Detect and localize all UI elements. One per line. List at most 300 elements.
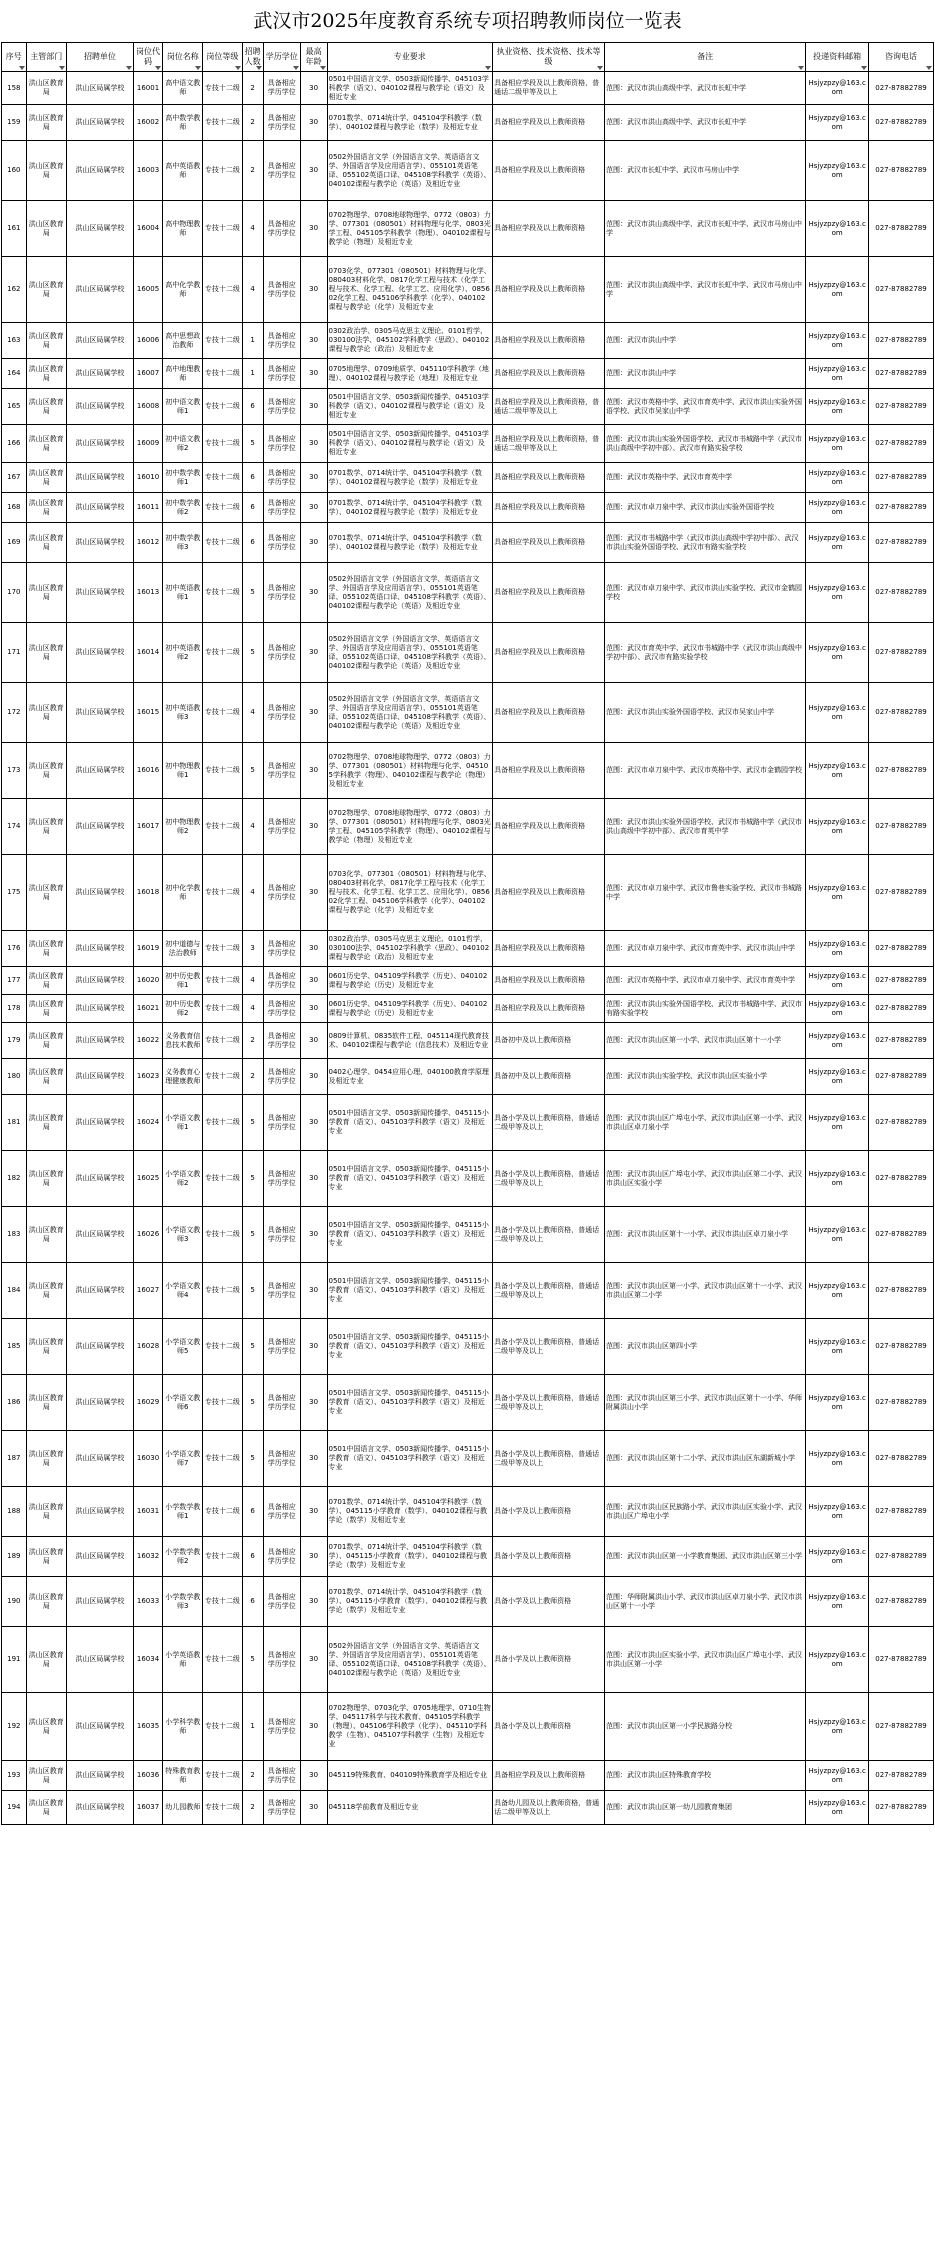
column-header-5[interactable] — [163, 43, 203, 72]
cell-tel: 027-87882789 — [869, 1431, 934, 1487]
cell-email: Hsjyzpzy@163.com — [806, 523, 869, 563]
cell-unit: 洪山区局属学校 — [66, 995, 133, 1023]
cell-tel: 027-87882789 — [869, 1627, 934, 1693]
cell-email: Hsjyzpzy@163.com — [806, 1319, 869, 1375]
cell-note: 范围：武汉市卓刀泉中学、武汉市育英中学、武汉市洪山中学 — [604, 931, 805, 967]
cell-unit: 洪山区局属学校 — [66, 201, 133, 257]
cell-no: 162 — [2, 257, 27, 323]
cell-major: 0501中国语言文学、0503新闻传播学、045103学科教学（语文）、040102课程与教学论（语文）及相近专业 — [327, 389, 493, 425]
cell-degree: 具备相应学历学位 — [263, 1023, 300, 1059]
cell-age: 30 — [300, 359, 327, 389]
cell-major: 045119特殊教育、040109特殊教育学及相近专业 — [327, 1761, 493, 1791]
cell-no: 192 — [2, 1693, 27, 1761]
cell-major: 0702物理学、0708地球物理学、0772（0803）力学、077301（080501）材料物理与化学、045105学科教学（物理）、040102课程与教学论（物理）及相近专业 — [327, 743, 493, 799]
cell-email: Hsjyzpzy@163.com — [806, 931, 869, 967]
cell-num: 5 — [242, 563, 263, 623]
cell-tel: 027-87882789 — [869, 359, 934, 389]
cell-num: 4 — [242, 995, 263, 1023]
cell-level: 专技十二级 — [203, 743, 242, 799]
cell-num: 6 — [242, 493, 263, 523]
cell-unit: 洪山区局属学校 — [66, 1791, 133, 1825]
table-row — [2, 623, 934, 683]
cell-level: 专技十二级 — [203, 1487, 242, 1537]
cell-name: 小学数学教师2 — [163, 1537, 203, 1577]
filter-dropdown-icon[interactable] — [256, 66, 262, 70]
cell-level: 专技十二级 — [203, 1577, 242, 1627]
cell-code: 16030 — [134, 1431, 163, 1487]
cell-name: 初中英语教师2 — [163, 623, 203, 683]
cell-degree: 具备相应学历学位 — [263, 1577, 300, 1627]
table-row — [2, 995, 934, 1023]
cell-email: Hsjyzpzy@163.com — [806, 995, 869, 1023]
cell-dept: 洪山区教育局 — [26, 201, 66, 257]
table-row — [2, 743, 934, 799]
cell-num: 1 — [242, 323, 263, 359]
cell-age: 30 — [300, 1059, 327, 1095]
cell-no: 161 — [2, 201, 27, 257]
cell-degree: 具备相应学历学位 — [263, 141, 300, 201]
cell-email: Hsjyzpzy@163.com — [806, 1023, 869, 1059]
column-header-3[interactable] — [66, 43, 133, 72]
table-row — [2, 105, 934, 141]
cell-level: 专技十二级 — [203, 257, 242, 323]
cell-level: 专技十二级 — [203, 931, 242, 967]
table-row — [2, 1095, 934, 1151]
cell-no: 165 — [2, 389, 27, 425]
cell-qual: 具备小学及以上教师资格 — [493, 1487, 605, 1537]
cell-major: 0502外国语言文学（外国语言文学、英语语言文学、外国语言学及应用语言学）、055101英语笔译、055102英语口译、045108学科教学（英语）、040102课程与教学论（英语）及相近专业 — [327, 141, 493, 201]
cell-unit: 洪山区局属学校 — [66, 105, 133, 141]
cell-age: 30 — [300, 323, 327, 359]
cell-dept: 洪山区教育局 — [26, 1319, 66, 1375]
cell-name: 高中地理教师 — [163, 359, 203, 389]
cell-note: 范围：武汉市洪山区特殊教育学校 — [604, 1761, 805, 1791]
cell-tel: 027-87882789 — [869, 563, 934, 623]
table-row — [2, 463, 934, 493]
filter-dropdown-icon[interactable] — [59, 66, 65, 70]
cell-num: 6 — [242, 1537, 263, 1577]
cell-age: 30 — [300, 105, 327, 141]
cell-num: 5 — [242, 1627, 263, 1693]
cell-unit: 洪山区局属学校 — [66, 1431, 133, 1487]
cell-tel: 027-87882789 — [869, 1761, 934, 1791]
cell-num: 4 — [242, 201, 263, 257]
cell-qual: 具备相应学段及以上教师资格 — [493, 257, 605, 323]
table-row — [2, 141, 934, 201]
cell-degree: 具备相应学历学位 — [263, 1791, 300, 1825]
cell-major: 0501中国语言文学、0503新闻传播学、045115小学教育（语文）、045103学科教学（语文）及相近专业 — [327, 1095, 493, 1151]
cell-no: 179 — [2, 1023, 27, 1059]
cell-dept: 洪山区教育局 — [26, 1487, 66, 1537]
cell-age: 30 — [300, 1431, 327, 1487]
cell-unit: 洪山区局属学校 — [66, 1761, 133, 1791]
cell-no: 189 — [2, 1537, 27, 1577]
column-header-13[interactable] — [806, 43, 869, 72]
table-row — [2, 257, 934, 323]
cell-qual: 具备小学及以上教师资格，普通话二级甲等及以上 — [493, 1207, 605, 1263]
cell-unit: 洪山区局属学校 — [66, 323, 133, 359]
cell-note: 范围：武汉市洪山区第一小学、武汉市洪山区第十一小学 — [604, 1023, 805, 1059]
cell-code: 16037 — [134, 1791, 163, 1825]
cell-dept: 洪山区教育局 — [26, 359, 66, 389]
cell-age: 30 — [300, 523, 327, 563]
cell-num: 2 — [242, 141, 263, 201]
cell-no: 185 — [2, 1319, 27, 1375]
cell-dept: 洪山区教育局 — [26, 493, 66, 523]
cell-level: 专技十二级 — [203, 1693, 242, 1761]
cell-major: 0501中国语言文学、0503新闻传播学、045115小学教育（语文）、045103学科教学（语文）及相近专业 — [327, 1375, 493, 1431]
cell-unit: 洪山区局属学校 — [66, 1375, 133, 1431]
cell-note: 范围：武汉市卓刀泉中学、武汉市鲁巷实验学校、武汉市书城路中学 — [604, 855, 805, 931]
cell-age: 30 — [300, 799, 327, 855]
cell-qual: 具备幼儿园及以上教师资格，普通话二级甲等及以上 — [493, 1791, 605, 1825]
cell-age: 30 — [300, 931, 327, 967]
cell-major: 0702物理学、0703化学、0705地理学、0710生物学、045117科学与技术教育、045105学科教学（物理）、045106学科教学（化学）、045110学科教学（生物）、045107学科教学（生物）及相近专业 — [327, 1693, 493, 1761]
cell-email: Hsjyzpzy@163.com — [806, 1431, 869, 1487]
cell-note: 范围：武汉市洪山中学 — [604, 359, 805, 389]
cell-code: 16006 — [134, 323, 163, 359]
cell-degree: 具备相应学历学位 — [263, 493, 300, 523]
cell-age: 30 — [300, 1627, 327, 1693]
cell-code: 16004 — [134, 201, 163, 257]
cell-email: Hsjyzpzy@163.com — [806, 683, 869, 743]
cell-num: 6 — [242, 463, 263, 493]
cell-level: 专技十二级 — [203, 1761, 242, 1791]
cell-qual: 具备小学及以上教师资格，普通话二级甲等及以上 — [493, 1319, 605, 1375]
cell-qual: 具备相应学段及以上教师资格 — [493, 493, 605, 523]
cell-dept: 洪山区教育局 — [26, 257, 66, 323]
cell-num: 4 — [242, 683, 263, 743]
cell-dept: 洪山区教育局 — [26, 995, 66, 1023]
cell-major: 0705地理学、0709地质学、045110学科教学（地理）、040102课程与教学论（地理）及相近专业 — [327, 359, 493, 389]
column-header-8[interactable] — [263, 43, 300, 72]
column-header-4[interactable] — [134, 43, 163, 72]
cell-code: 16019 — [134, 931, 163, 967]
cell-qual: 具备小学及以上教师资格 — [493, 1577, 605, 1627]
cell-level: 专技十二级 — [203, 463, 242, 493]
cell-qual: 具备相应学段及以上教师资格 — [493, 855, 605, 931]
cell-note: 范围：武汉市育英中学、武汉市书城路中学（武汉市洪山高级中学初中部）、武汉市有路实验学校 — [604, 623, 805, 683]
cell-dept: 洪山区教育局 — [26, 967, 66, 995]
cell-num: 4 — [242, 799, 263, 855]
cell-level: 专技十二级 — [203, 425, 242, 463]
filter-dropdown-icon[interactable] — [235, 66, 241, 70]
cell-degree: 具备相应学历学位 — [263, 799, 300, 855]
cell-major: 0302政治学、0305马克思主义理论、0101哲学、030100法学、045102学科教学（思政）、040102课程与教学论（政治）及相近专业 — [327, 323, 493, 359]
cell-email: Hsjyzpzy@163.com — [806, 201, 869, 257]
cell-email: Hsjyzpzy@163.com — [806, 105, 869, 141]
cell-no: 168 — [2, 493, 27, 523]
cell-unit: 洪山区局属学校 — [66, 623, 133, 683]
cell-name: 初中物理教师2 — [163, 799, 203, 855]
cell-name: 小学语文教师5 — [163, 1319, 203, 1375]
cell-tel: 027-87882789 — [869, 1375, 934, 1431]
table-row — [2, 1791, 934, 1825]
cell-name: 初中历史教师2 — [163, 995, 203, 1023]
table-row — [2, 1693, 934, 1761]
cell-email: Hsjyzpzy@163.com — [806, 463, 869, 493]
cell-degree: 具备相应学历学位 — [263, 523, 300, 563]
column-header-9[interactable] — [300, 43, 327, 72]
cell-age: 30 — [300, 1319, 327, 1375]
cell-level: 专技十二级 — [203, 1023, 242, 1059]
cell-num: 5 — [242, 1207, 263, 1263]
column-header-label: 主管部门 — [30, 52, 63, 61]
cell-degree: 具备相应学历学位 — [263, 855, 300, 931]
cell-qual: 具备相应学段及以上教师资格，普通话二级甲等及以上 — [493, 72, 605, 105]
cell-qual: 具备小学及以上教师资格，普通话二级甲等及以上 — [493, 1263, 605, 1319]
cell-name: 初中语文教师1 — [163, 389, 203, 425]
cell-age: 30 — [300, 1577, 327, 1627]
job-table — [1, 42, 934, 1825]
cell-major: 0502外国语言文学（外国语言文学、英语语言文学、外国语言学及应用语言学）、055101英语笔译、055102英语口译、045108学科教学（英语）、040102课程与教学论（英语）及相近专业 — [327, 1627, 493, 1693]
cell-email: Hsjyzpzy@163.com — [806, 1487, 869, 1537]
cell-note: 范围：武汉市卓刀泉中学、武汉市洪山实验外国语学校 — [604, 493, 805, 523]
column-header-label: 最高年龄 — [305, 47, 322, 66]
cell-tel: 027-87882789 — [869, 1537, 934, 1577]
cell-code: 16007 — [134, 359, 163, 389]
cell-dept: 洪山区教育局 — [26, 523, 66, 563]
cell-email: Hsjyzpzy@163.com — [806, 425, 869, 463]
cell-note: 范围：武汉市洪山区实验小学、武汉市洪山区广埠屯小学、武汉市洪山区第一小学 — [604, 1627, 805, 1693]
cell-note: 范围：武汉市洪山区第一幼儿园教育集团 — [604, 1791, 805, 1825]
cell-name: 初中语文教师2 — [163, 425, 203, 463]
cell-age: 30 — [300, 201, 327, 257]
cell-num: 5 — [242, 1151, 263, 1207]
cell-major: 0501中国语言文学、0503新闻传播学、045103学科教学（语文）、040102课程与教学论（语文）及相近专业 — [327, 72, 493, 105]
cell-unit: 洪山区局属学校 — [66, 683, 133, 743]
filter-dropdown-icon[interactable] — [19, 66, 25, 70]
filter-dropdown-icon[interactable] — [597, 66, 603, 70]
column-header-label: 招聘人数 — [244, 47, 261, 66]
cell-major: 0701数学、0714统计学、045104学科教学（数学）、040102课程与教学论（数学）及相近专业 — [327, 493, 493, 523]
cell-name: 初中英语教师1 — [163, 563, 203, 623]
cell-code: 16010 — [134, 463, 163, 493]
cell-note: 范围：武汉市洪山实验外国语学校、武汉市书城路中学（武汉市洪山高级中学初中部）、武汉市有路实验学校 — [604, 425, 805, 463]
cell-unit: 洪山区局属学校 — [66, 523, 133, 563]
cell-degree: 具备相应学历学位 — [263, 323, 300, 359]
cell-major: 0701数学、0714统计学、045104学科教学（数学）、040102课程与教学论（数学）及相近专业 — [327, 463, 493, 493]
cell-num: 5 — [242, 1263, 263, 1319]
cell-dept: 洪山区教育局 — [26, 141, 66, 201]
cell-major: 0601历史学、045109学科教学（历史）、040102课程与教学论（历史）及相近专业 — [327, 967, 493, 995]
cell-dept: 洪山区教育局 — [26, 72, 66, 105]
cell-tel: 027-87882789 — [869, 493, 934, 523]
cell-qual: 具备相应学段及以上教师资格 — [493, 323, 605, 359]
filter-dropdown-icon[interactable] — [320, 66, 326, 70]
cell-qual: 具备小学及以上教师资格 — [493, 1693, 605, 1761]
cell-num: 6 — [242, 523, 263, 563]
table-row — [2, 201, 934, 257]
cell-qual: 具备相应学段及以上教师资格 — [493, 623, 605, 683]
cell-code: 16034 — [134, 1627, 163, 1693]
cell-level: 专技十二级 — [203, 141, 242, 201]
cell-level: 专技十二级 — [203, 1059, 242, 1095]
cell-degree: 具备相应学历学位 — [263, 967, 300, 995]
table-row — [2, 1375, 934, 1431]
cell-unit: 洪山区局属学校 — [66, 141, 133, 201]
table-row — [2, 523, 934, 563]
filter-dropdown-icon[interactable] — [126, 66, 132, 70]
cell-code: 16015 — [134, 683, 163, 743]
cell-qual: 具备相应学段及以上教师资格 — [493, 141, 605, 201]
cell-tel: 027-87882789 — [869, 855, 934, 931]
cell-age: 30 — [300, 257, 327, 323]
cell-qual: 具备相应学段及以上教师资格 — [493, 967, 605, 995]
cell-num: 4 — [242, 855, 263, 931]
cell-tel: 027-87882789 — [869, 1059, 934, 1095]
cell-no: 174 — [2, 799, 27, 855]
cell-no: 181 — [2, 1095, 27, 1151]
table-row — [2, 967, 934, 995]
header-row — [2, 43, 934, 72]
cell-level: 专技十二级 — [203, 563, 242, 623]
cell-level: 专技十二级 — [203, 623, 242, 683]
cell-major: 0701数学、0714统计学、045104学科教学（数学）、045115小学教育（数学）、040102课程与教学论（数学）及相近专业 — [327, 1577, 493, 1627]
cell-email: Hsjyzpzy@163.com — [806, 743, 869, 799]
column-header-7[interactable] — [242, 43, 263, 72]
filter-dropdown-icon[interactable] — [926, 66, 932, 70]
cell-dept: 洪山区教育局 — [26, 1693, 66, 1761]
cell-num: 2 — [242, 72, 263, 105]
cell-tel: 027-87882789 — [869, 1487, 934, 1537]
cell-degree: 具备相应学历学位 — [263, 1431, 300, 1487]
cell-note: 范围：武汉市洪山实验外国语学校、武汉市书城路中学（武汉市洪山高级中学初中部）、武汉市育英中学 — [604, 799, 805, 855]
cell-degree: 具备相应学历学位 — [263, 1627, 300, 1693]
cell-email: Hsjyzpzy@163.com — [806, 389, 869, 425]
cell-tel: 027-87882789 — [869, 743, 934, 799]
cell-tel: 027-87882789 — [869, 1095, 934, 1151]
table-row — [2, 1059, 934, 1095]
cell-code: 16009 — [134, 425, 163, 463]
cell-unit: 洪山区局属学校 — [66, 967, 133, 995]
cell-email: Hsjyzpzy@163.com — [806, 493, 869, 523]
cell-name: 初中数学教师2 — [163, 493, 203, 523]
cell-level: 专技十二级 — [203, 1375, 242, 1431]
cell-name: 小学语文教师6 — [163, 1375, 203, 1431]
cell-major: 0809计算机、0835软件工程、045114现代教育技术、040102课程与教学论（信息技术）及相近专业 — [327, 1023, 493, 1059]
cell-num: 5 — [242, 1095, 263, 1151]
cell-tel: 027-87882789 — [869, 201, 934, 257]
cell-name: 初中物理教师1 — [163, 743, 203, 799]
cell-email: Hsjyzpzy@163.com — [806, 1577, 869, 1627]
cell-code: 16002 — [134, 105, 163, 141]
cell-dept: 洪山区教育局 — [26, 855, 66, 931]
cell-no: 178 — [2, 995, 27, 1023]
table-row — [2, 1263, 934, 1319]
cell-major: 0703化学、077301（080501）材料物理与化学、080403材料化学、0817化学工程与技术（化学工程与技术、化学工程、化学工艺、应用化学）、085602化学工程、045106学科教学（化学）、040102课程与教学论（化学）及相近专业 — [327, 257, 493, 323]
cell-unit: 洪山区局属学校 — [66, 855, 133, 931]
cell-degree: 具备相应学历学位 — [263, 623, 300, 683]
cell-no: 187 — [2, 1431, 27, 1487]
cell-code: 16016 — [134, 743, 163, 799]
cell-code: 16025 — [134, 1151, 163, 1207]
column-header-14[interactable] — [869, 43, 934, 72]
cell-age: 30 — [300, 623, 327, 683]
table-row — [2, 1431, 934, 1487]
cell-age: 30 — [300, 855, 327, 931]
cell-age: 30 — [300, 72, 327, 105]
cell-degree: 具备相应学历学位 — [263, 105, 300, 141]
cell-unit: 洪山区局属学校 — [66, 72, 133, 105]
column-header-12[interactable] — [604, 43, 805, 72]
cell-major: 0701数学、0714统计学、045104学科教学（数学）、045115小学教育（数学）、040102课程与教学论（数学）及相近专业 — [327, 1487, 493, 1537]
cell-age: 30 — [300, 563, 327, 623]
cell-dept: 洪山区教育局 — [26, 323, 66, 359]
filter-dropdown-icon[interactable] — [155, 66, 161, 70]
cell-degree: 具备相应学历学位 — [263, 1487, 300, 1537]
table-row — [2, 1207, 934, 1263]
cell-note: 范围：武汉市洪山高级中学、武汉市长虹中学 — [604, 72, 805, 105]
cell-no: 158 — [2, 72, 27, 105]
filter-dropdown-icon[interactable] — [485, 66, 491, 70]
column-header-2[interactable] — [26, 43, 66, 72]
cell-email: Hsjyzpzy@163.com — [806, 967, 869, 995]
cell-code: 16003 — [134, 141, 163, 201]
cell-age: 30 — [300, 967, 327, 995]
cell-code: 16008 — [134, 389, 163, 425]
cell-unit: 洪山区局属学校 — [66, 799, 133, 855]
cell-degree: 具备相应学历学位 — [263, 1375, 300, 1431]
table-row — [2, 389, 934, 425]
cell-dept: 洪山区教育局 — [26, 1023, 66, 1059]
filter-dropdown-icon[interactable] — [195, 66, 201, 70]
cell-name: 小学数学教师1 — [163, 1487, 203, 1537]
cell-num: 6 — [242, 389, 263, 425]
cell-code: 16036 — [134, 1761, 163, 1791]
column-header-6[interactable] — [203, 43, 242, 72]
column-header-10[interactable] — [327, 43, 493, 72]
cell-note: 范围：华师附属洪山小学、武汉市洪山区卓刀泉小学、武汉市洪山区第十一小学 — [604, 1577, 805, 1627]
cell-email: Hsjyzpzy@163.com — [806, 1791, 869, 1825]
filter-dropdown-icon[interactable] — [293, 66, 299, 70]
cell-age: 30 — [300, 1791, 327, 1825]
cell-level: 专技十二级 — [203, 359, 242, 389]
column-header-1[interactable] — [2, 43, 27, 72]
cell-dept: 洪山区教育局 — [26, 1537, 66, 1577]
cell-no: 164 — [2, 359, 27, 389]
filter-dropdown-icon[interactable] — [861, 66, 867, 70]
table-row — [2, 493, 934, 523]
cell-num: 5 — [242, 1431, 263, 1487]
table-row — [2, 1577, 934, 1627]
cell-tel: 027-87882789 — [869, 105, 934, 141]
cell-age: 30 — [300, 1693, 327, 1761]
cell-unit: 洪山区局属学校 — [66, 1095, 133, 1151]
cell-unit: 洪山区局属学校 — [66, 931, 133, 967]
column-header-11[interactable] — [493, 43, 605, 72]
cell-qual: 具备相应学段及以上教师资格，普通话二级甲等及以上 — [493, 425, 605, 463]
cell-major: 0701数学、0714统计学、045104学科教学（数学）、040102课程与教学论（数学）及相近专业 — [327, 105, 493, 141]
cell-email: Hsjyzpzy@163.com — [806, 1263, 869, 1319]
cell-name: 小学语文教师2 — [163, 1151, 203, 1207]
cell-note: 范围：武汉市洪山区第一小学民族路分校 — [604, 1693, 805, 1761]
cell-tel: 027-87882789 — [869, 623, 934, 683]
column-header-label: 执业资格、技术资格、技术等级 — [496, 47, 601, 66]
cell-unit: 洪山区局属学校 — [66, 1537, 133, 1577]
filter-dropdown-icon[interactable] — [798, 66, 804, 70]
cell-code: 16035 — [134, 1693, 163, 1761]
cell-degree: 具备相应学历学位 — [263, 1761, 300, 1791]
cell-major: 0701数学、0714统计学、045104学科教学（数学）、040102课程与教学论（数学）及相近专业 — [327, 523, 493, 563]
column-header-label: 专业要求 — [393, 52, 426, 61]
cell-dept: 洪山区教育局 — [26, 463, 66, 493]
cell-note: 范围：武汉市英格中学、武汉市卓刀泉中学、武汉市育英中学 — [604, 967, 805, 995]
cell-dept: 洪山区教育局 — [26, 623, 66, 683]
table-row — [2, 931, 934, 967]
cell-level: 专技十二级 — [203, 389, 242, 425]
cell-no: 190 — [2, 1577, 27, 1627]
